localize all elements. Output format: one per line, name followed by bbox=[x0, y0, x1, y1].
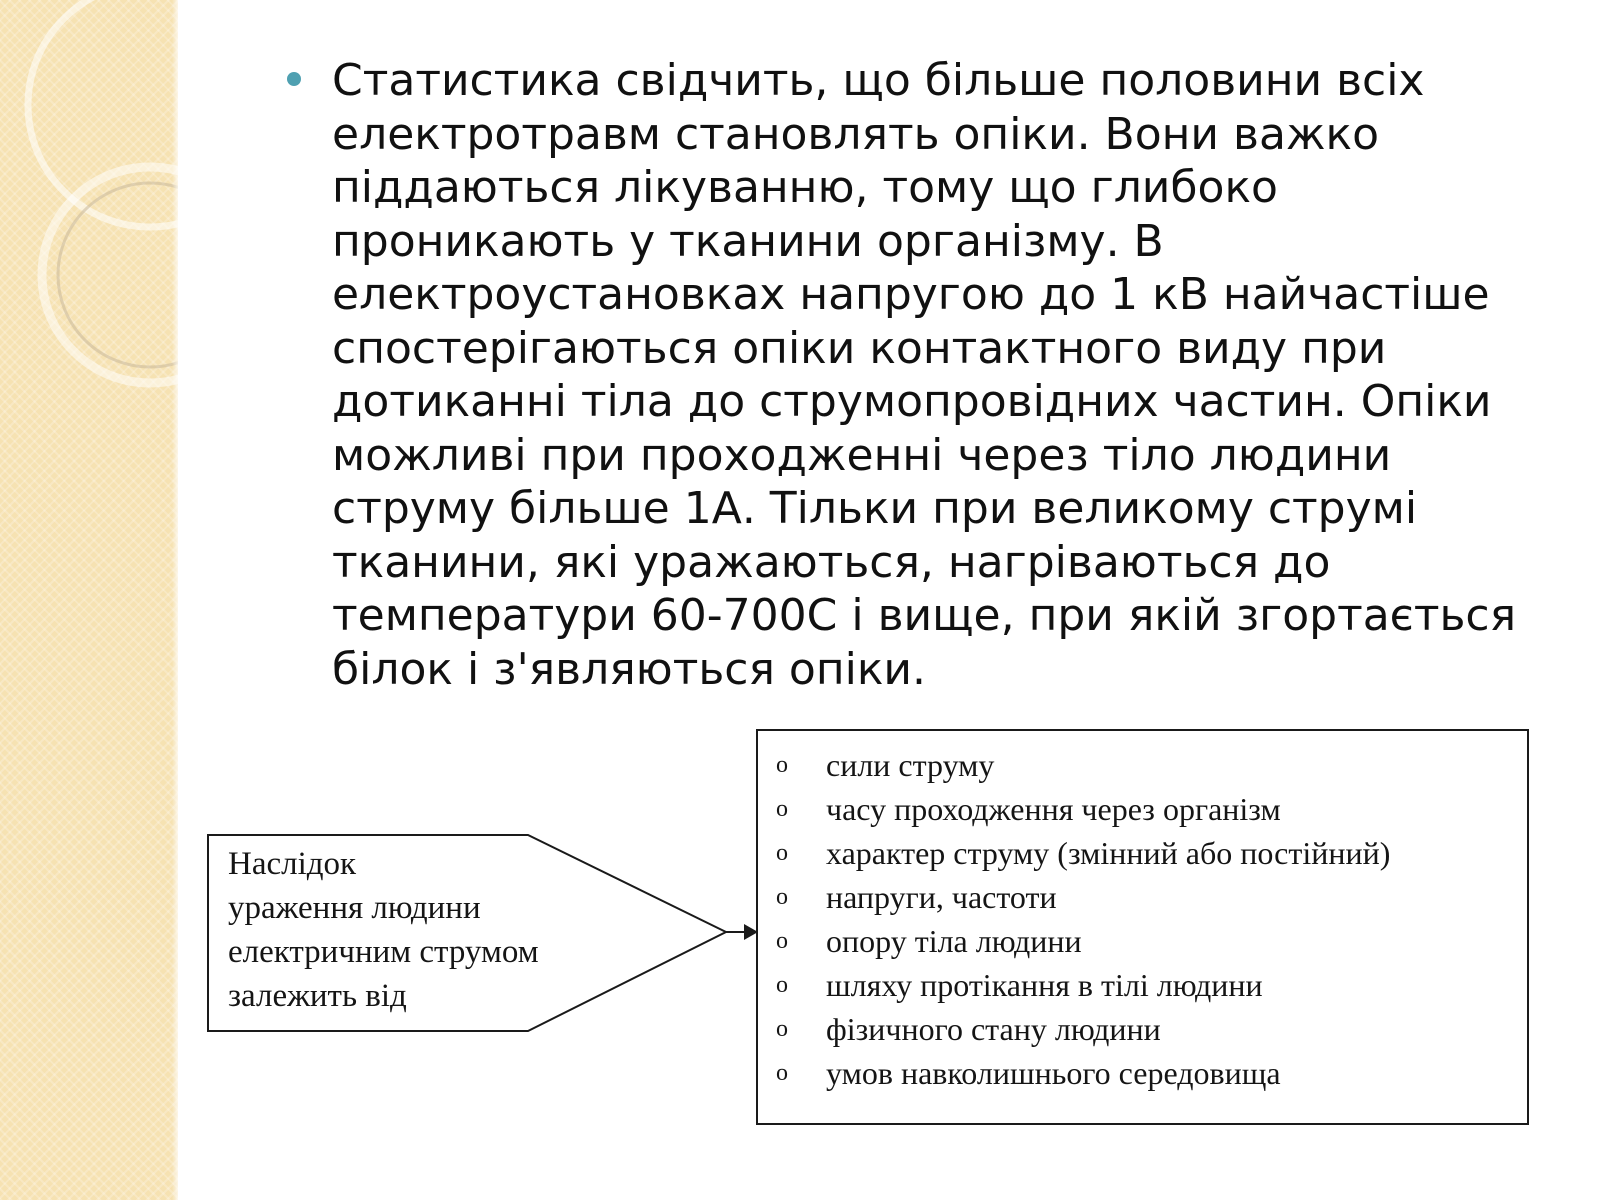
cause-line: ураження людини bbox=[228, 890, 481, 926]
circle-marker: o bbox=[776, 796, 788, 822]
text-line: тканини, які уражаються, нагріваються до bbox=[332, 536, 1331, 588]
text-line: можливі при проходженні через тіло людини bbox=[332, 429, 1392, 481]
cause-line: електричним струмом bbox=[228, 934, 539, 970]
text-line: Статистика свідчить, що більше половини всіх bbox=[332, 55, 1425, 106]
cause-label bbox=[228, 842, 539, 1018]
factor-text: напруги, частоти bbox=[826, 879, 1057, 915]
circle-marker: o bbox=[776, 928, 788, 954]
circle-marker: o bbox=[776, 972, 788, 998]
text-line: температури 60-700С і вище, при якій згортається bbox=[332, 590, 1517, 641]
factor-text: фізичного стану людини bbox=[826, 1011, 1161, 1047]
factor-item bbox=[776, 875, 1390, 919]
circle-marker: o bbox=[776, 840, 788, 866]
text-line: піддаються лікуванню, тому що глибоко bbox=[332, 162, 1278, 213]
factor-text: характер струму (змінний або постійний) bbox=[826, 835, 1391, 871]
factor-text: умов навколишнього середовища bbox=[826, 1055, 1281, 1091]
factor-text: сили струму bbox=[826, 747, 995, 783]
factors-list bbox=[776, 743, 1390, 1095]
factor-item bbox=[776, 787, 1390, 831]
text-line: струму більше 1А. Тільки при великому струмі bbox=[332, 483, 1418, 534]
factor-text: опору тіла людини bbox=[826, 923, 1082, 959]
circle-marker: o bbox=[776, 752, 788, 778]
text-line: білок і з'являються опіки. bbox=[332, 643, 926, 695]
text-line: дотиканні тіла до струмопровідних частин. Опіки bbox=[332, 376, 1492, 427]
text-line: електротравм становлять опіки. Вони важко bbox=[332, 108, 1380, 160]
factor-text: часу проходження через організм bbox=[826, 791, 1281, 827]
factor-item bbox=[776, 743, 1390, 787]
cause-line: Наслідок bbox=[228, 846, 357, 882]
circle-marker: o bbox=[776, 884, 788, 910]
factor-item bbox=[776, 1007, 1390, 1051]
text-line: спостерігаються опіки контактного виду при bbox=[332, 322, 1387, 374]
factor-item bbox=[776, 963, 1390, 1007]
factor-item bbox=[776, 831, 1390, 875]
factor-text: шляху протікання в тілі людини bbox=[826, 967, 1263, 1003]
factor-item bbox=[776, 919, 1390, 963]
cause-line: залежить від bbox=[228, 978, 407, 1014]
factor-item bbox=[776, 1051, 1390, 1095]
circle-marker: o bbox=[776, 1060, 788, 1086]
text-line: проникають у тканини організму. В bbox=[332, 215, 1164, 267]
circle-marker: o bbox=[776, 1016, 788, 1042]
text-line: електроустановках напругою до 1 кВ найчастіше bbox=[332, 269, 1490, 320]
